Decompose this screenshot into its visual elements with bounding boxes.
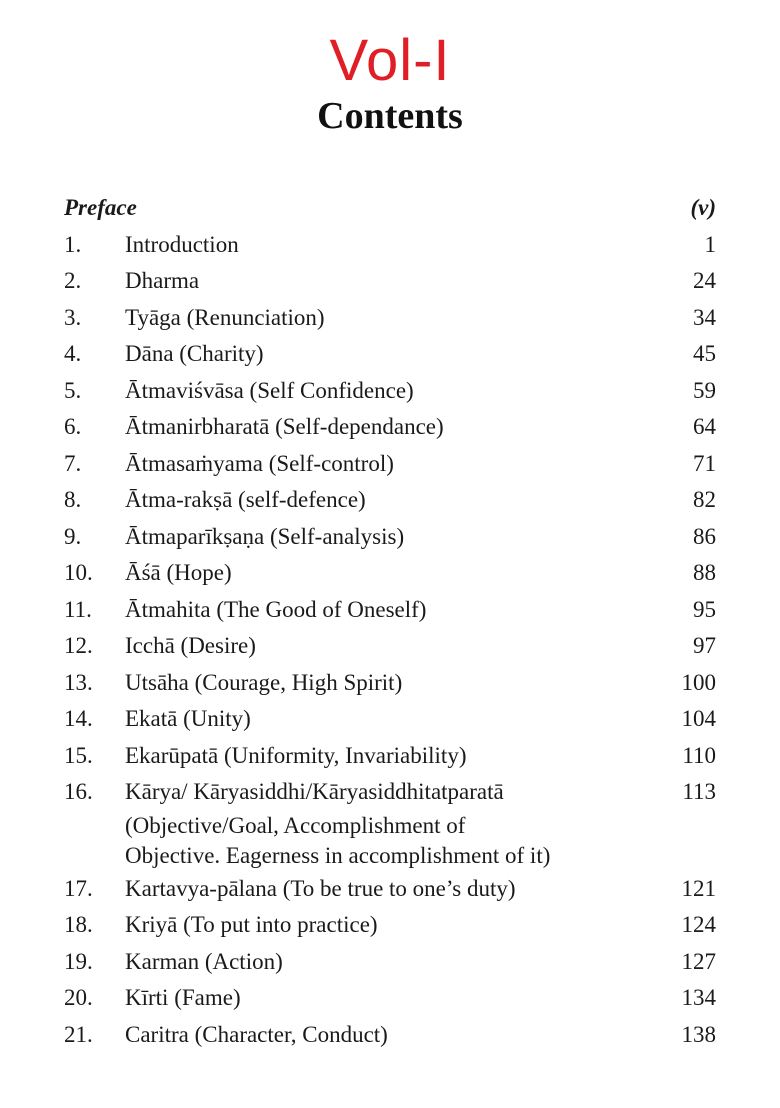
- toc-row: [64, 409, 716, 446]
- chapter-title: Ātmaparīkṣaṇa (Self-analysis): [125, 523, 405, 549]
- chapter-title: Ātma-rakṣā (self-defence): [125, 487, 366, 512]
- toc-row: [64, 738, 716, 775]
- toc-row: [64, 482, 716, 519]
- chapter-title: Kartavya-pālana (To be true to one’s duty): [125, 875, 516, 901]
- chapter-number: 9.: [64, 523, 82, 549]
- chapter-number: 11.: [64, 596, 92, 622]
- chapter-title: Dāna (Charity): [125, 341, 264, 366]
- table-of-contents: [64, 190, 716, 1053]
- chapter-title: Ekatā (Unity): [125, 706, 251, 731]
- preface-page: (v): [690, 195, 716, 220]
- chapter-title: Ekarūpatā (Uniformity, Invariability): [125, 742, 467, 768]
- chapter-number: 14.: [64, 706, 93, 731]
- toc-row: [64, 519, 716, 556]
- chapter-title: Introduction: [125, 231, 239, 257]
- chapter-title: Kriyā (To put into practice): [125, 912, 378, 937]
- chapter-number: 10.: [64, 560, 93, 585]
- chapter-number: 1.: [64, 231, 82, 257]
- toc-row: [64, 774, 716, 871]
- chapter-title: Kīrti (Fame): [125, 985, 241, 1010]
- chapter-number: 4.: [64, 341, 82, 366]
- chapter-page: 97: [693, 633, 716, 658]
- toc-row: [64, 263, 716, 300]
- chapter-number: 7.: [64, 450, 82, 476]
- toc-row: [64, 300, 716, 337]
- chapter-title: Ātmaviśvāsa (Self Confidence): [125, 377, 414, 403]
- chapter-title: Kārya/ Kāryasiddhi/Kāryasiddhitatparatā: [125, 779, 504, 804]
- toc-row: [64, 1017, 716, 1054]
- chapter-page: 45: [693, 341, 716, 366]
- chapter-page: 88: [693, 560, 716, 585]
- chapter-page: 134: [681, 985, 716, 1010]
- chapter-page: 86: [693, 523, 716, 549]
- chapter-title: Āśā (Hope): [125, 560, 232, 585]
- chapter-number: 16.: [64, 779, 93, 804]
- chapter-page: 110: [682, 742, 716, 768]
- chapter-title: Caritra (Character, Conduct): [125, 1021, 388, 1047]
- toc-row: [64, 628, 716, 665]
- toc-row: [64, 665, 716, 702]
- toc-row: [64, 980, 716, 1017]
- chapter-title: Icchā (Desire): [125, 633, 256, 658]
- chapter-page: 24: [693, 268, 716, 293]
- toc-row: [64, 907, 716, 944]
- chapter-subtitle: (Objective/Goal, Accomplishment of: [125, 812, 466, 838]
- toc-row: [64, 871, 716, 908]
- toc-row: [64, 227, 716, 264]
- chapter-page: 127: [681, 948, 716, 974]
- chapter-number: 8.: [64, 487, 82, 512]
- chapter-number: 15.: [64, 742, 93, 768]
- chapter-subtitle: Objective. Eagerness in accomplishment of it): [125, 842, 551, 868]
- chapter-page: 138: [681, 1021, 716, 1047]
- chapter-title: Tyāga (Renunciation): [125, 304, 325, 330]
- toc-row: [64, 592, 716, 629]
- chapter-number: 6.: [64, 414, 82, 439]
- preface-label: Preface: [64, 195, 137, 220]
- chapter-title: Ātmanirbharatā (Self-dependance): [125, 414, 444, 439]
- toc-row: [64, 373, 716, 410]
- chapter-title: Ātmasaṁyama (Self-control): [125, 450, 394, 476]
- chapter-number: 2.: [64, 268, 82, 293]
- page-title: Contents: [317, 95, 463, 137]
- chapter-number: 17.: [64, 875, 93, 901]
- chapter-page: 34: [693, 304, 716, 330]
- toc-row: [64, 555, 716, 592]
- chapter-page: 95: [693, 596, 716, 622]
- chapter-title: Utsāha (Courage, High Spirit): [125, 669, 403, 695]
- chapter-page: 64: [693, 414, 716, 439]
- chapter-number: 12.: [64, 633, 93, 658]
- toc-row: [64, 446, 716, 483]
- chapter-page: 59: [693, 377, 716, 403]
- chapter-page: 100: [681, 669, 716, 695]
- chapter-page: 82: [693, 487, 716, 512]
- chapter-title-block: [125, 774, 646, 871]
- chapter-page: 121: [681, 875, 716, 901]
- chapter-page: 1: [704, 231, 716, 257]
- chapter-number: 19.: [64, 948, 93, 974]
- chapter-number: 21.: [64, 1021, 93, 1047]
- volume-title: Vol-I: [329, 28, 451, 93]
- chapter-number: 18.: [64, 912, 93, 937]
- chapter-number: 5.: [64, 377, 82, 403]
- chapter-title: Karman (Action): [125, 948, 283, 974]
- toc-row: [64, 701, 716, 738]
- chapter-page: 104: [681, 706, 716, 731]
- chapter-page: 124: [681, 912, 716, 937]
- chapter-title: Dharma: [125, 268, 200, 293]
- toc-row-preface: [64, 190, 716, 227]
- chapter-title: Ātmahita (The Good of Oneself): [125, 596, 427, 622]
- chapter-number: 13.: [64, 669, 93, 695]
- chapter-page: 113: [682, 779, 716, 804]
- chapter-page: 71: [693, 450, 716, 476]
- toc-row: [64, 944, 716, 981]
- toc-row: [64, 336, 716, 373]
- chapter-number: 3.: [64, 304, 82, 330]
- chapter-number: 20.: [64, 985, 93, 1010]
